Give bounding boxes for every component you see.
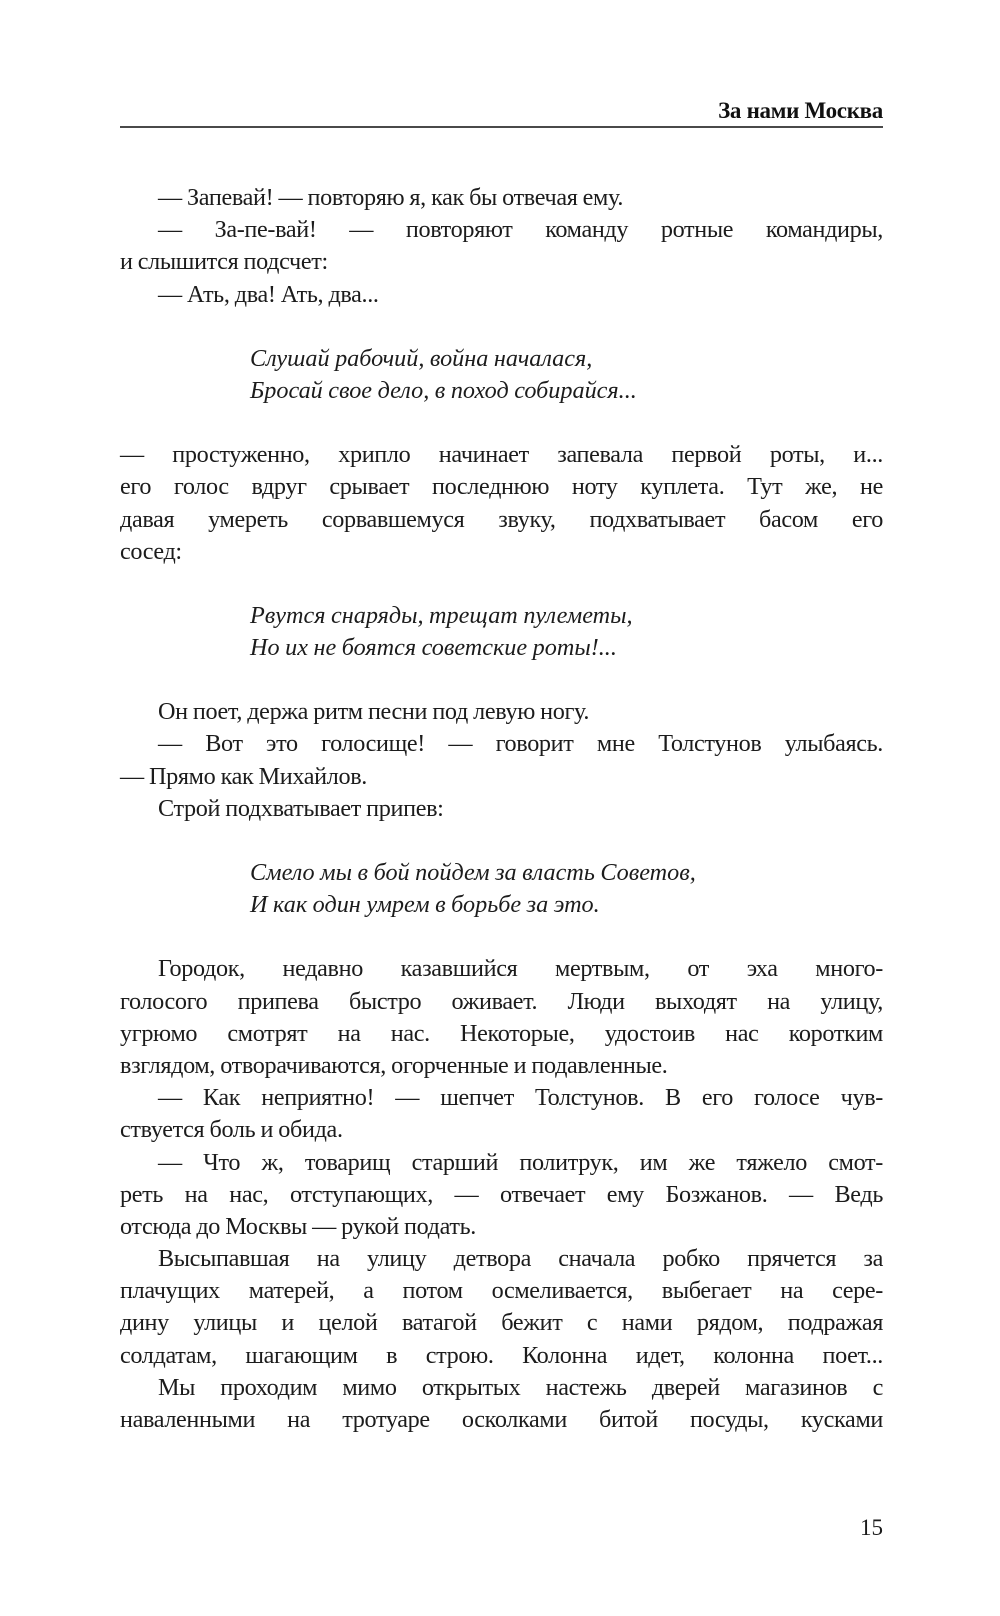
text-line: угрюмо смотрят на нас. Некоторые, удостоив нас коротким	[120, 1019, 883, 1047]
text-line: Строй подхватывает припев:	[158, 794, 444, 822]
stanza-gap	[120, 825, 883, 857]
text-line: солдатам, шагающим в строю. Колонна идет, колонна поет...	[120, 1341, 883, 1369]
page-number: 15	[860, 1515, 883, 1540]
stanza-gap	[120, 407, 883, 439]
text-line: — Вот это голосище! — говорит мне Толстунов улыбаясь.	[158, 730, 883, 758]
text-line: — Что ж, товарищ старший политрук, им же тяжело смот-	[158, 1148, 883, 1176]
text-line: — Как неприятно! — шепчет Толстунов. В его голосе чув-	[158, 1084, 883, 1112]
text-line: Городок, недавно казавшийся мертвым, от эха много-	[158, 955, 883, 983]
header-rule	[120, 126, 883, 128]
stanza-gap	[120, 311, 883, 343]
text-line: плачущих матерей, а потом осмеливается, выбегает на сере-	[120, 1277, 883, 1305]
text-line: — Запевай! — повторяю я, как бы отвечая ему.	[158, 184, 624, 211]
text-line: Высыпавшая на улицу детвора сначала робко прячется за	[158, 1245, 883, 1273]
stanza-gap	[120, 664, 883, 696]
text-line: Он поет, держа ритм песни под левую ногу.	[158, 698, 590, 726]
text-line: Мы проходим мимо открытых настежь дверей магазинов с	[158, 1373, 883, 1401]
text-line: — За-пе-вай! — повторяют команду ротные командиры,	[158, 216, 883, 244]
text-line: — простуженно, хрипло начинает запевала первой роты, и...	[120, 441, 883, 469]
text-line: сосед:	[120, 537, 182, 565]
book-page	[120, 0, 883, 1616]
running-head-title: За нами Москва	[718, 98, 883, 123]
text-line: наваленными на тротуаре осколками битой посуды, кусками	[120, 1406, 883, 1433]
text-line: реть на нас, отступающих, — отвечает ему Бозжанов. — Ведь	[120, 1180, 883, 1208]
verse-line: И как один умрем в борьбе за это.	[250, 891, 600, 919]
verse-line: Слушай рабочий, война началася,	[250, 344, 593, 372]
text-line: голосого припева быстро оживает. Люди выходят на улицу,	[120, 987, 883, 1015]
stanza-gap	[120, 921, 883, 953]
text-line: и слышится подсчет:	[120, 248, 328, 276]
verse-line: Но их не боятся советские роты!...	[250, 634, 617, 662]
text-line: — Ать, два! Ать, два...	[158, 280, 379, 308]
text-line: — Прямо как Михайлов.	[120, 762, 367, 790]
text-line: дину улицы и целой ватагой бежит с нами рядом, подражая	[120, 1309, 883, 1337]
stanza-gap	[120, 568, 883, 600]
text-line: давая умереть сорвавшемуся звуку, подхватывает басом его	[120, 505, 883, 533]
verse-line: Рвутся снаряды, трещат пулеметы,	[250, 601, 633, 629]
text-line: взглядом, отворачиваются, огорченные и подавленные.	[120, 1051, 668, 1079]
text-line: отсюда до Москвы — рукой подать.	[120, 1212, 476, 1240]
verse-line: Бросай свое дело, в поход собирайся...	[250, 376, 637, 404]
text-line: ствуется боль и обида.	[120, 1116, 343, 1144]
body-text	[120, 182, 883, 1436]
verse-line: Смело мы в бой пойдем за власть Советов,	[250, 859, 696, 886]
text-line: его голос вдруг срывает последнюю ноту куплета. Тут же, не	[120, 473, 883, 501]
